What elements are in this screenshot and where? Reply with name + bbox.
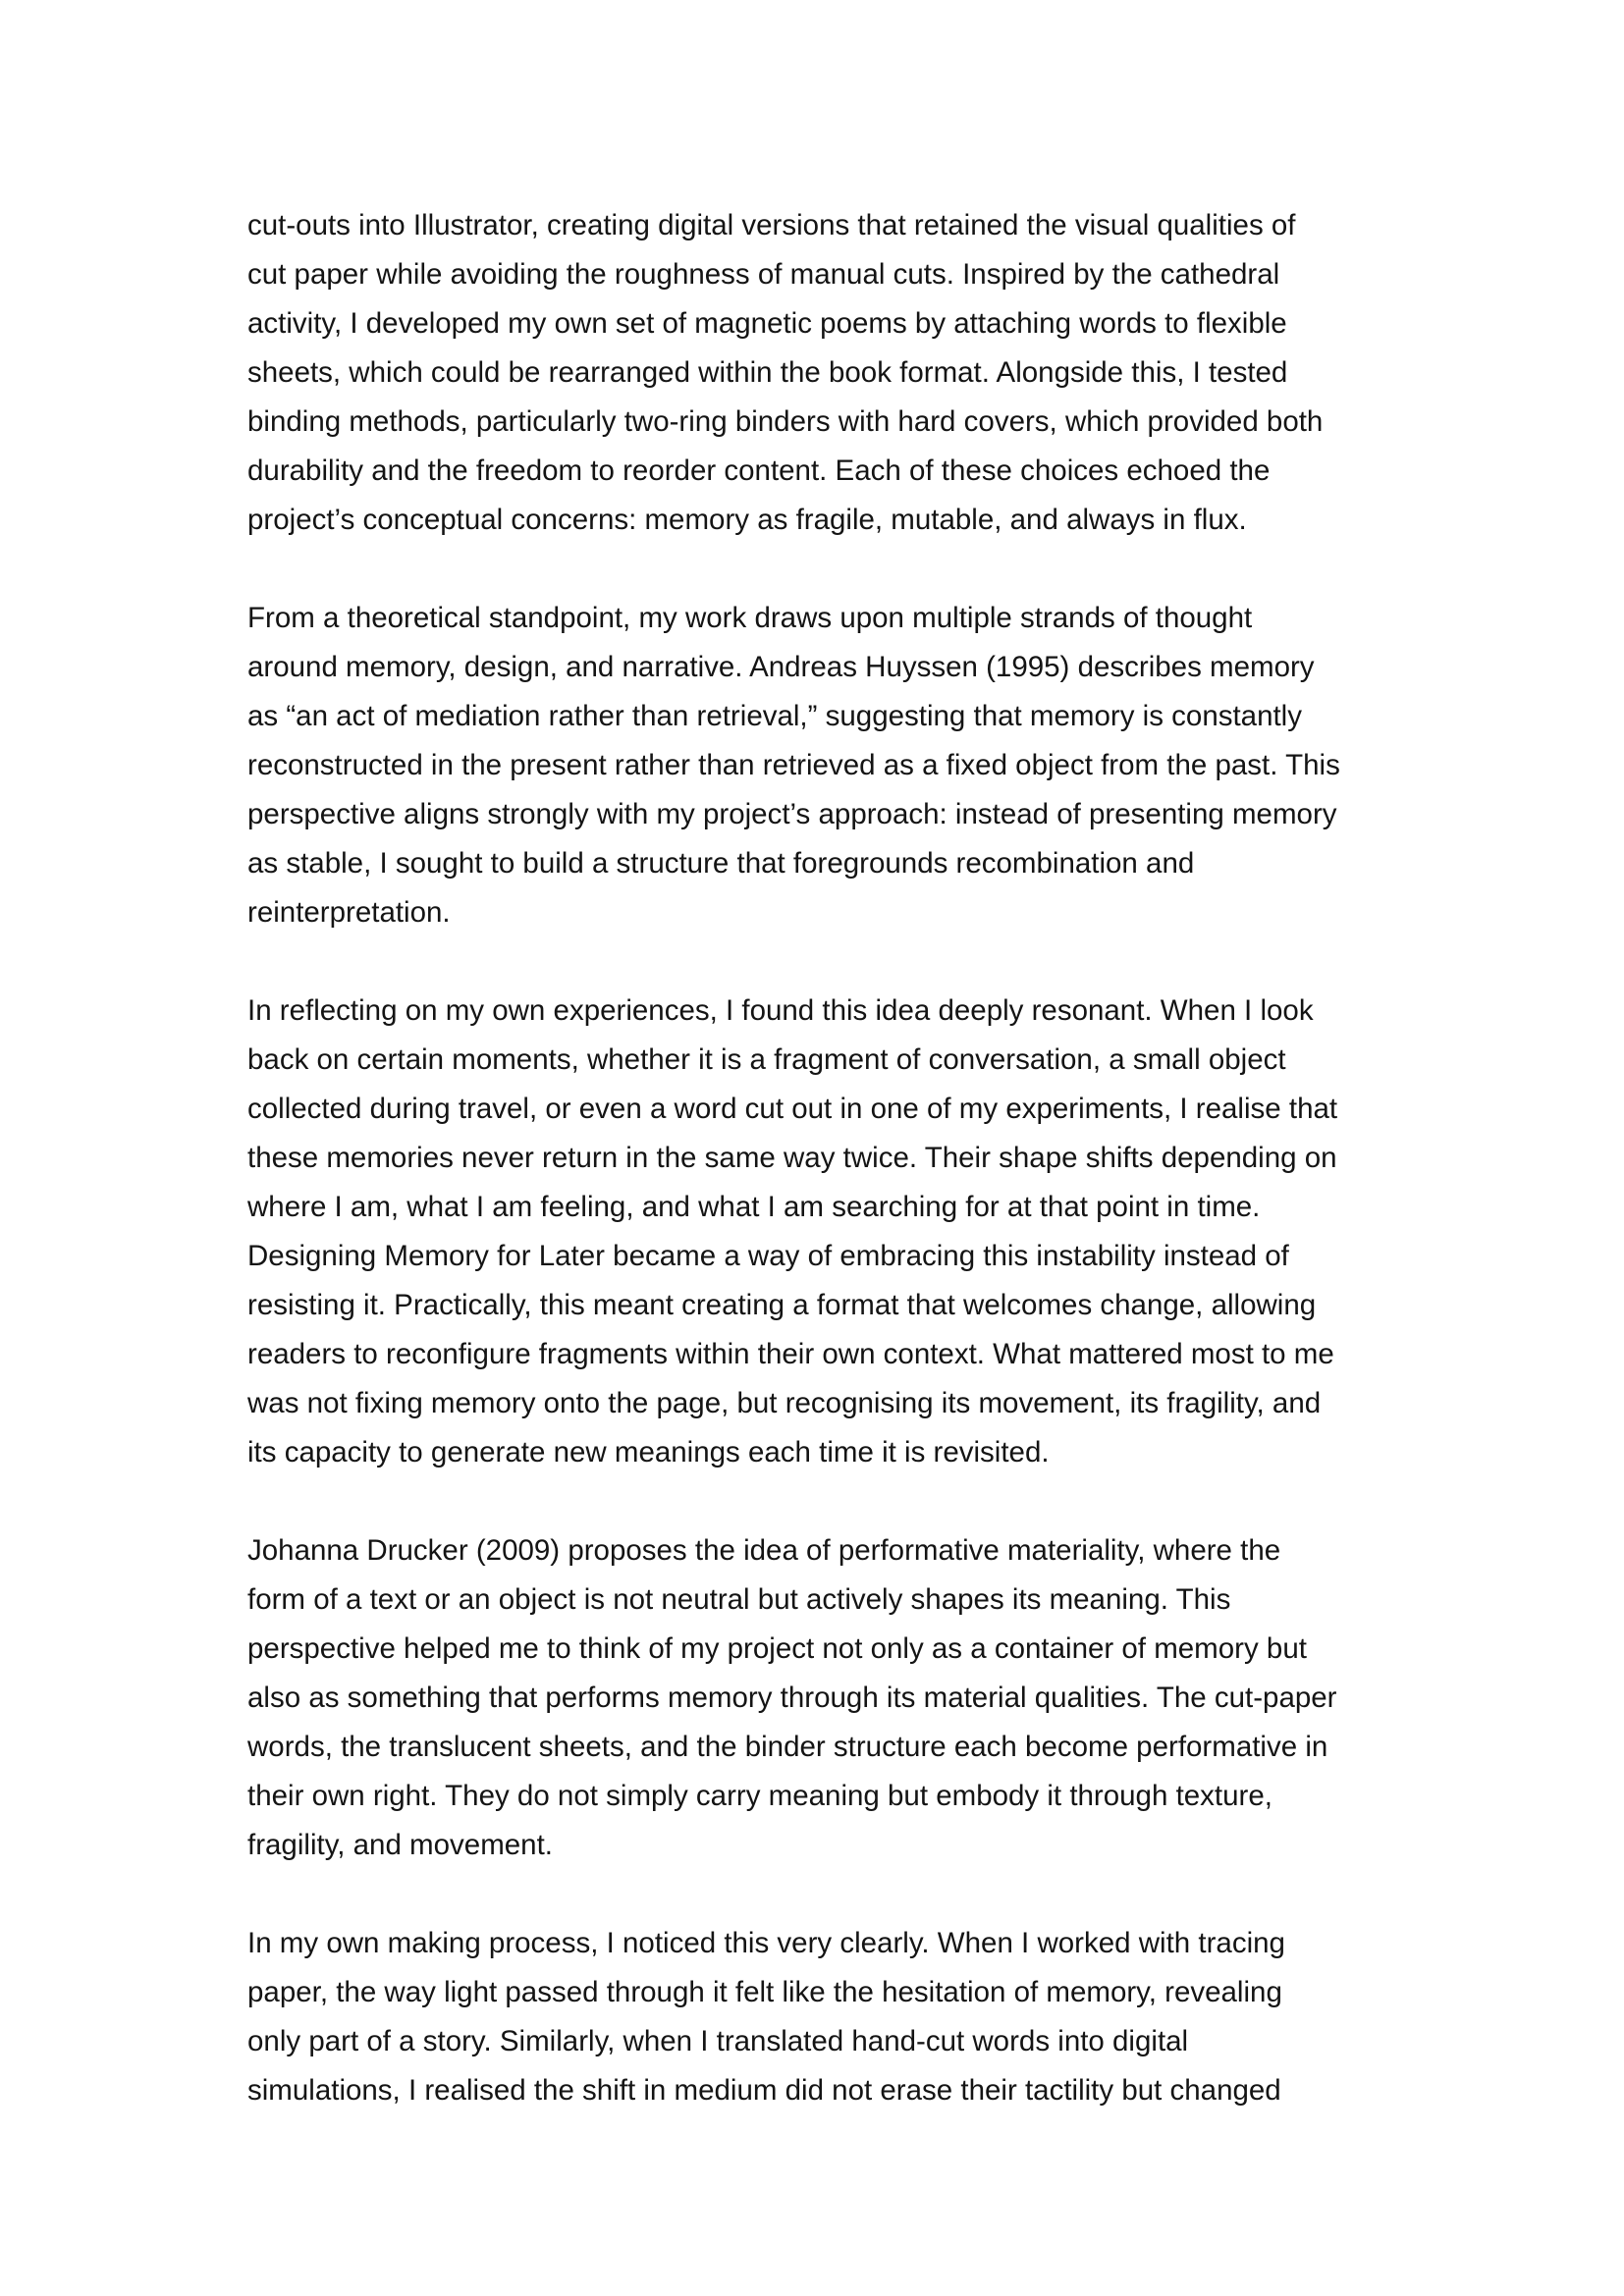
- text-line: was not fixing memory onto the page, but recognising its movement, its fragility, and: [247, 1387, 1322, 1419]
- text-line: reinterpretation.: [247, 896, 451, 929]
- paragraph: [247, 987, 1406, 1477]
- text-line: binding methods, particularly two-ring binders with hard covers, which provided both: [247, 405, 1324, 438]
- text-line: back on certain moments, whether it is a fragment of conversation, a small object: [247, 1043, 1286, 1076]
- text-line: where I am, what I am feeling, and what I am searching for at that point in time.: [247, 1191, 1261, 1223]
- text-line: around memory, design, and narrative. Andreas Huyssen (1995) describes memory: [247, 651, 1315, 683]
- text-line: readers to reconfigure fragments within their own context. What mattered most to me: [247, 1338, 1334, 1370]
- text-line: Johanna Drucker (2009) proposes the idea of performative materiality, where the: [247, 1534, 1281, 1567]
- text-line: Designing Memory for Later became a way of embracing this instability instead of: [247, 1240, 1289, 1272]
- text-line: also as something that performs memory through its material qualities. The cut-paper: [247, 1682, 1337, 1714]
- text-line: simulations, I realised the shift in medium did not erase their tactility but changed: [247, 2074, 1281, 2107]
- text-line: only part of a story. Similarly, when I translated hand-cut words into digital: [247, 2025, 1189, 2057]
- text-line: sheets, which could be rearranged within the book format. Alongside this, I tested: [247, 356, 1288, 389]
- text-line: cut paper while avoiding the roughness of manual cuts. Inspired by the cathedral: [247, 258, 1280, 291]
- text-line: its capacity to generate new meanings each time it is revisited.: [247, 1436, 1050, 1468]
- text-line: In my own making process, I noticed this very clearly. When I worked with tracing: [247, 1927, 1285, 1959]
- text-line: In reflecting on my own experiences, I found this idea deeply resonant. When I look: [247, 994, 1314, 1027]
- text-line: reconstructed in the present rather than retrieved as a fixed object from the past. This: [247, 749, 1340, 781]
- text-line: resisting it. Practically, this meant creating a format that welcomes change, allowing: [247, 1289, 1317, 1321]
- text-line: words, the translucent sheets, and the binder structure each become performative in: [247, 1731, 1328, 1763]
- text-line: collected during travel, or even a word cut out in one of my experiments, I realise that: [247, 1093, 1338, 1125]
- text-line: as stable, I sought to build a structure that foregrounds recombination and: [247, 847, 1195, 880]
- text-line: paper, the way light passed through it felt like the hesitation of memory, revealing: [247, 1976, 1282, 2008]
- paragraph: [247, 594, 1406, 937]
- text-line: cut-outs into Illustrator, creating digital versions that retained the visual qualities of: [247, 209, 1296, 241]
- paragraph: [247, 201, 1406, 545]
- paragraph: [247, 1526, 1406, 1870]
- text-line: From a theoretical standpoint, my work draws upon multiple strands of thought: [247, 602, 1253, 634]
- text-line: durability and the freedom to reorder content. Each of these choices echoed the: [247, 454, 1271, 487]
- text-line: project’s conceptual concerns: memory as fragile, mutable, and always in flux.: [247, 504, 1247, 536]
- body-text: [247, 201, 1406, 2164]
- text-line: perspective aligns strongly with my project’s approach: instead of presenting memory: [247, 798, 1337, 830]
- text-line: activity, I developed my own set of magnetic poems by attaching words to flexible: [247, 307, 1287, 340]
- paragraph: [247, 1919, 1406, 2115]
- text-line: these memories never return in the same way twice. Their shape shifts depending on: [247, 1142, 1337, 1174]
- text-line: as “an act of mediation rather than retrieval,” suggesting that memory is constantly: [247, 700, 1302, 732]
- text-line: their own right. They do not simply carry meaning but embody it through texture,: [247, 1780, 1272, 1812]
- text-line: perspective helped me to think of my project not only as a container of memory but: [247, 1632, 1307, 1665]
- text-line: fragility, and movement.: [247, 1829, 553, 1861]
- text-line: form of a text or an object is not neutral but actively shapes its meaning. This: [247, 1583, 1231, 1616]
